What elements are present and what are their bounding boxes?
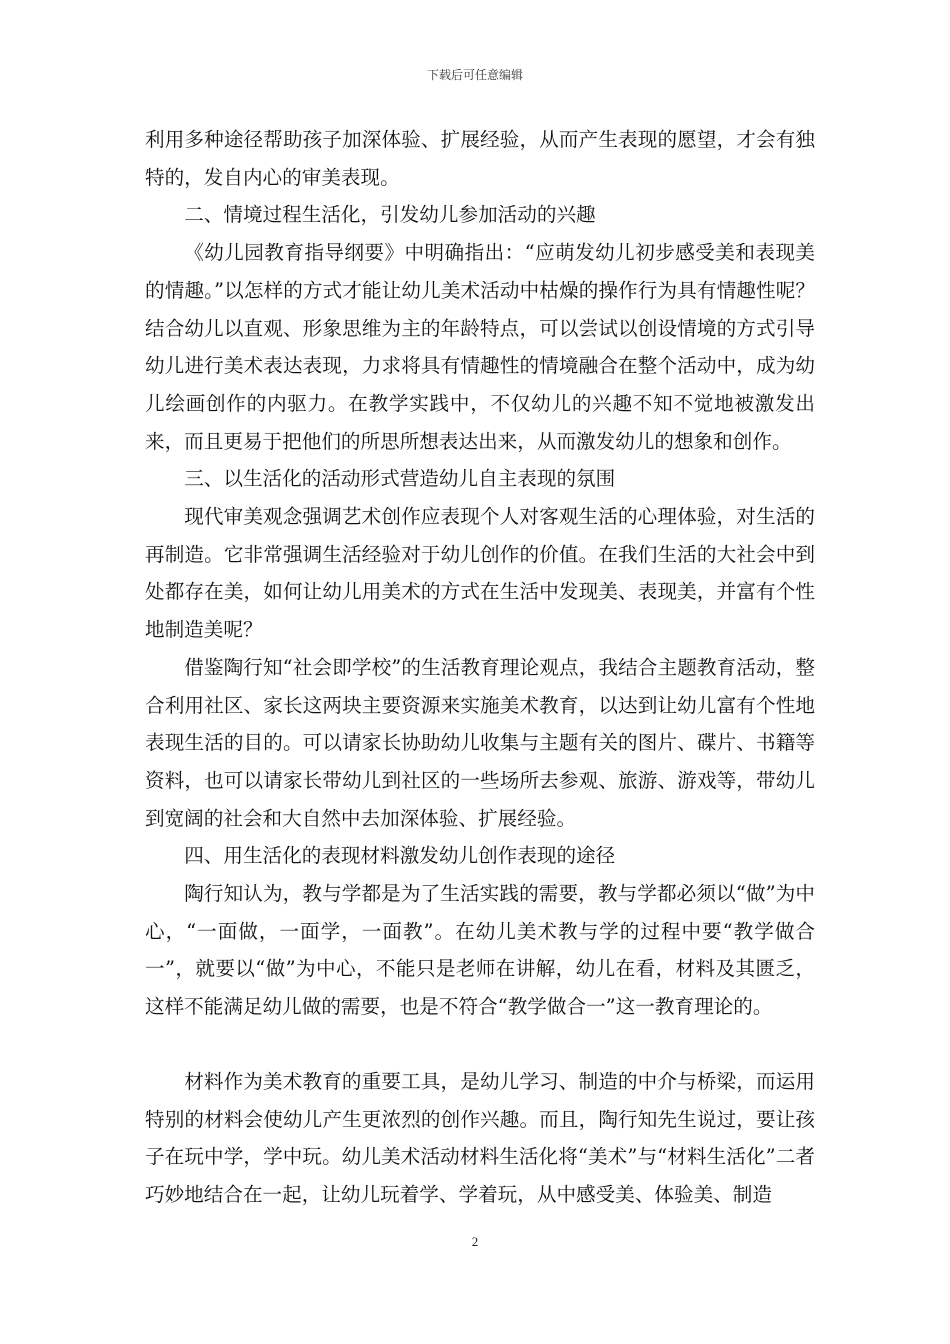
paragraph: 材料作为美术教育的重要工具，是幼儿学习、制造的中介与桥梁，而运用特别的材料会使幼儿产生更浓烈的创作兴趣。而且，陶行知先生说过，要让孩子在玩中学，学中玩。幼儿美术活动材料生活化将“美术”与“材料生活化”二者巧妙地结合在一起，让幼儿玩着学、学着玩，从中感受美、体验美、制造 — [145, 1069, 815, 1206]
paragraph: 现代审美观念强调艺术创作应表现个人对客观生活的心理体验，对生活的再制造。它非常强调生活经验对于幼儿创作的价值。在我们生活的大社会中到处都存在美，如何让幼儿用美术的方式在生活中发现美、表现美，并富有个性地制造美呢？ — [145, 505, 815, 642]
paragraph-continuation: 利用多种途径帮助孩子加深体验、扩展经验，从而产生表现的愿望，才会有独特的，发自内心的审美表现。 — [145, 128, 815, 189]
paragraph: 借鉴陶行知“社会即学校”的生活教育理论观点，我结合主题教育活动，整合利用社区、家长这两块主要资源来实施美术教育，以达到让幼儿富有个性地表现生活的目的。可以请家长协助幼儿收集与主题有关的图片、碟片、书籍等资料，也可以请家长带幼儿到社区的一些场所去参观、旅游、游戏等，带幼儿到宽阔的社会和大自然中去加深体验、扩展经验。 — [145, 655, 815, 830]
page-header: 下载后可任意编辑 — [426, 68, 523, 82]
page-number: 2 — [471, 1234, 479, 1249]
section-heading-3: 三、以生活化的活动形式营造幼儿自主表现的氛围 — [184, 467, 616, 491]
paragraph: 陶行知认为，教与学都是为了生活实践的需要，教与学都必须以“做”为中心，“一面做，一面学，一面教”。在幼儿美术教与学的过程中要“教学做合一”，就要以“做”为中心，不能只是老师在讲解，幼儿在看，材料及其匮乏，这样不能满足幼儿做的需要，也是不符合“教学做合一”这一教育理论的。 — [145, 882, 815, 1019]
section-heading-2: 二、情境过程生活化，引发幼儿参加活动的兴趣 — [184, 203, 596, 227]
section-heading-4: 四、用生活化的表现材料激发幼儿创作表现的途径 — [184, 844, 616, 868]
body-text — [145, 121, 815, 1214]
paragraph: 《幼儿园教育指导纲要》中明确指出：“应萌发幼儿初步感受美和表现美的情趣。”以怎样的方式才能让幼儿美术活动中枯燥的操作行为具有情趣性呢？结合幼儿以直观、形象思维为主的年龄特点，可以尝试以创设情境的方式引导幼儿进行美术表达表现，力求将具有情趣性的情境融合在整个活动中，成为幼儿绘画创作的内驱力。在教学实践中，不仅幼儿的兴趣不知不觉地被激发出来，而且更易于把他们的所思所想表达出来，从而激发幼儿的想象和创作。 — [145, 241, 815, 453]
